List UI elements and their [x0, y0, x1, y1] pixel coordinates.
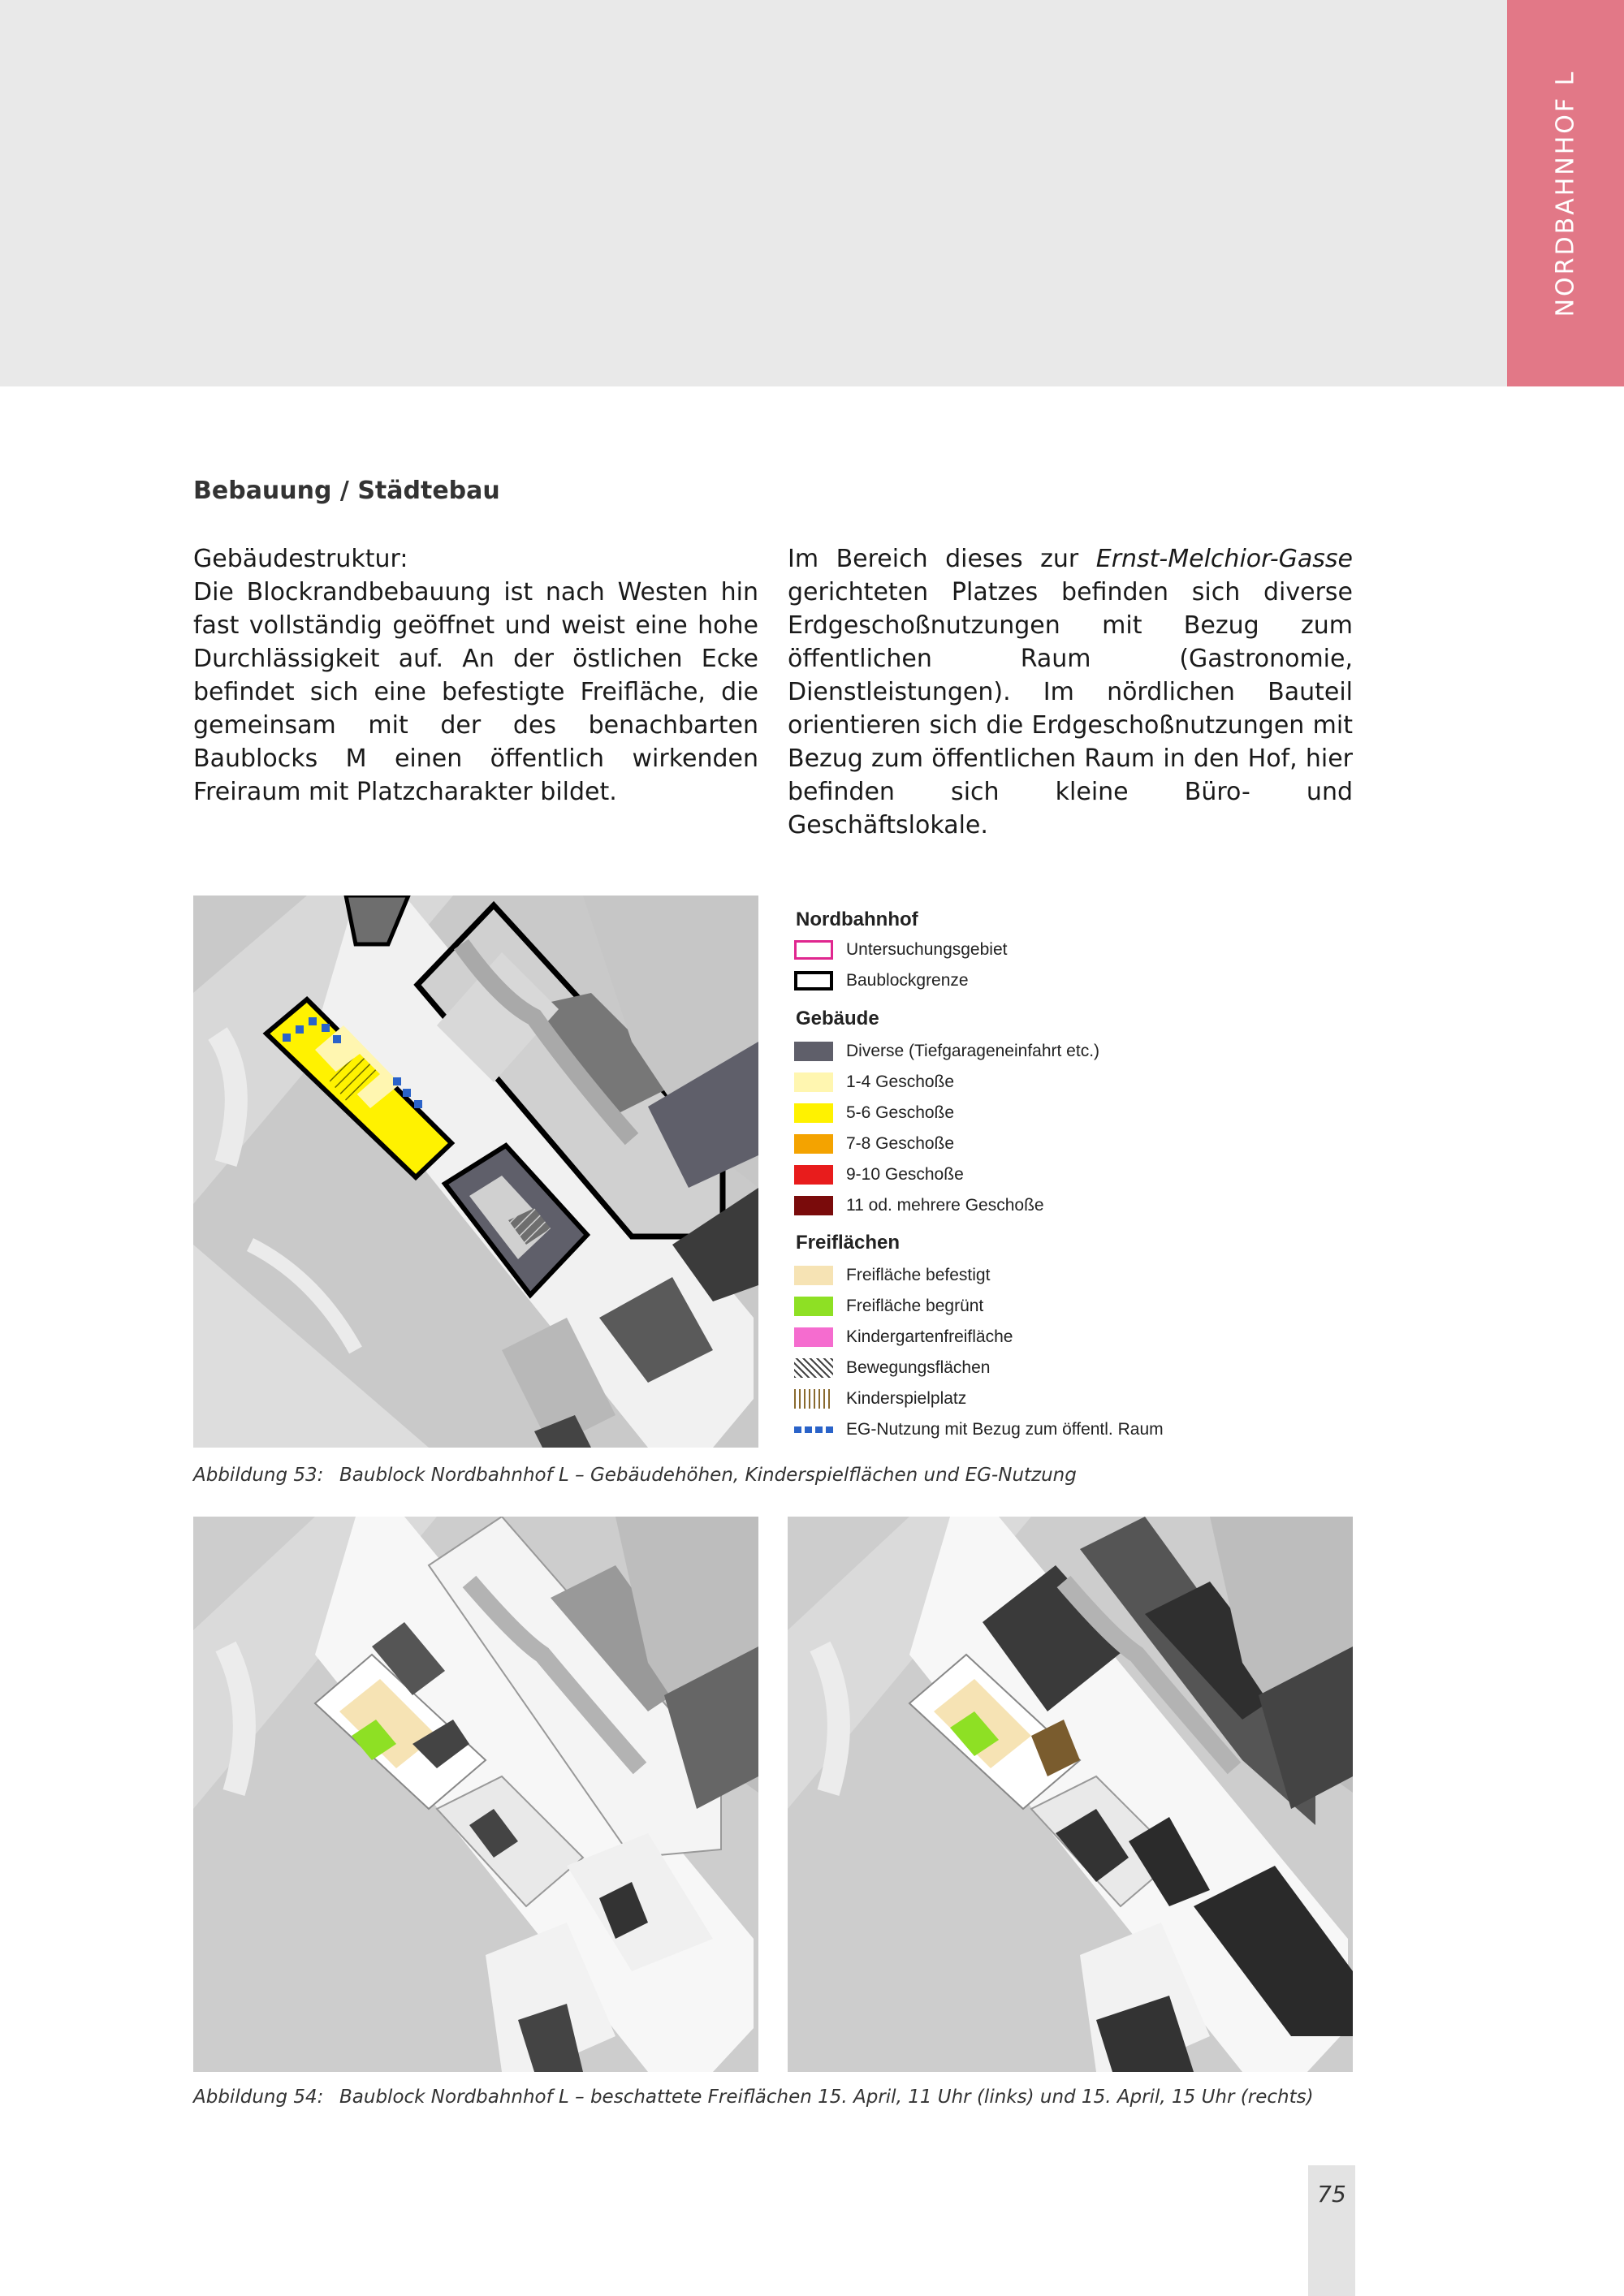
legend-label: 11 od. mehrere Geschoße: [846, 1196, 1044, 1215]
legend-item-eg-nutzung: [794, 1418, 1164, 1441]
legend-swatch: [794, 1165, 833, 1185]
shadow-map-11-svg: [193, 1517, 758, 2072]
legend-swatch: [794, 1297, 833, 1316]
legend-swatch: [794, 1072, 833, 1092]
legend-swatch: [794, 1134, 833, 1154]
legend-item-befestigt: [794, 1264, 990, 1287]
legend-group-gebaeude: Gebäude: [796, 1008, 879, 1029]
map-53-svg: [193, 896, 758, 1448]
legend-group-freiflaechen: Freiflächen: [796, 1232, 901, 1254]
legend-label: Diverse (Tiefgarageneinfahrt etc.): [846, 1042, 1100, 1060]
section-title: Bebauung / Städtebau: [193, 477, 500, 505]
legend-item-bewegung: [794, 1357, 990, 1379]
shadow-map-15-uhr: [788, 1517, 1353, 2072]
legend-swatch: [794, 1196, 833, 1215]
legend-label: 5-6 Geschoße: [846, 1103, 955, 1122]
legend-item-diverse: [794, 1040, 1099, 1063]
legend-item-kindergarten: [794, 1326, 1013, 1349]
legend-swatch: [794, 1042, 833, 1061]
shadow-map-11-uhr: [193, 1517, 758, 2072]
legend-swatch: [794, 1266, 833, 1285]
legend-label: EG-Nutzung mit Bezug zum öffentl. Raum: [846, 1420, 1164, 1439]
legend-label: Freifläche begrünt: [846, 1297, 984, 1315]
map-figure-53: [193, 896, 758, 1448]
legend-swatch: [794, 1389, 833, 1409]
legend-item-spielplatz: [794, 1388, 966, 1410]
legend-label: 7-8 Geschoße: [846, 1134, 955, 1153]
legend-label: 1-4 Geschoße: [846, 1072, 955, 1091]
caption-54-text: Baublock Nordbahnhof L – beschattete Freiflächen 15. April, 11 Uhr (links) und 15. April, 15 Uhr (rechts): [339, 2087, 1314, 2108]
shadow-map-15-svg: [788, 1517, 1353, 2072]
caption-54-label: Abbildung 54:: [193, 2087, 324, 2108]
left-column-text: Gebäudestruktur: Die Blockrandbebauung ist nach Westen hin fast vollständig geöffnet und weist eine hohe Durchlässigkeit auf. An der östlichen Ecke befindet sich eine befestigte Freifläche, die gemeinsam mit der des benachbarten Baublocks M einen öffentlich wirkenden Freiraum mit Platzcharakter bildet.: [193, 545, 758, 806]
legend-item-untersuchungsgebiet: [794, 939, 1007, 961]
legend-item-5-6: [794, 1102, 954, 1124]
legend-swatch: [794, 1426, 833, 1433]
legend-label: Untersuchungsgebiet: [846, 940, 1008, 959]
legend-swatch: [794, 1103, 833, 1123]
legend-item-7-8: [794, 1133, 954, 1155]
legend-item-baublockgrenze: [794, 969, 969, 992]
right-column-text: [788, 542, 1353, 842]
legend-item-1-4: [794, 1071, 954, 1094]
legend-label: Kinderspielplatz: [846, 1389, 967, 1408]
legend-item-begruent: [794, 1295, 983, 1318]
header-band: [0, 0, 1507, 386]
caption-53-label: Abbildung 53:: [193, 1465, 324, 1486]
legend-swatch: [794, 1358, 833, 1378]
right-text-post: gerichteten Platzes befinden sich diverse Erdgeschoßnutzungen mit Bezug zum öffentlichen Raum (Gastronomie, Dienstleistungen). Im nördlichen Bauteil orientieren sich die Erdgeschoßnutzungen mit Bezug zum öffentlichen Raum in den Hof, hier befinden sich kleine Büro- und Geschäftslokale.: [788, 578, 1353, 839]
legend-group-nordbahnhof: Nordbahnhof: [796, 908, 918, 930]
right-text-pre: Im Bereich dieses zur: [788, 545, 1096, 573]
chapter-tab-label: NORDBAHNHOF L: [1551, 69, 1580, 317]
page-number: 75: [1317, 2181, 1346, 2208]
street-name: Ernst-Melchior-Gasse: [1095, 545, 1353, 573]
legend-label: 9-10 Geschoße: [846, 1165, 964, 1184]
legend-label: Freifläche befestigt: [846, 1266, 991, 1284]
legend-item-9-10: [794, 1163, 964, 1186]
map-legend: [788, 896, 1250, 1448]
legend-label: Kindergartenfreifläche: [846, 1327, 1013, 1346]
text-column-right: [788, 542, 1353, 842]
legend-label: Baublockgrenze: [846, 971, 969, 990]
caption-53-text: Baublock Nordbahnhof L – Gebäudehöhen, Kinderspielflächen und EG-Nutzung: [339, 1465, 1077, 1486]
legend-swatch: [794, 940, 833, 960]
legend-label: Bewegungsflächen: [846, 1358, 991, 1377]
legend-swatch: [794, 971, 833, 990]
text-column-left: [193, 542, 758, 809]
legend-swatch: [794, 1327, 833, 1347]
legend-item-11: [794, 1194, 1044, 1217]
